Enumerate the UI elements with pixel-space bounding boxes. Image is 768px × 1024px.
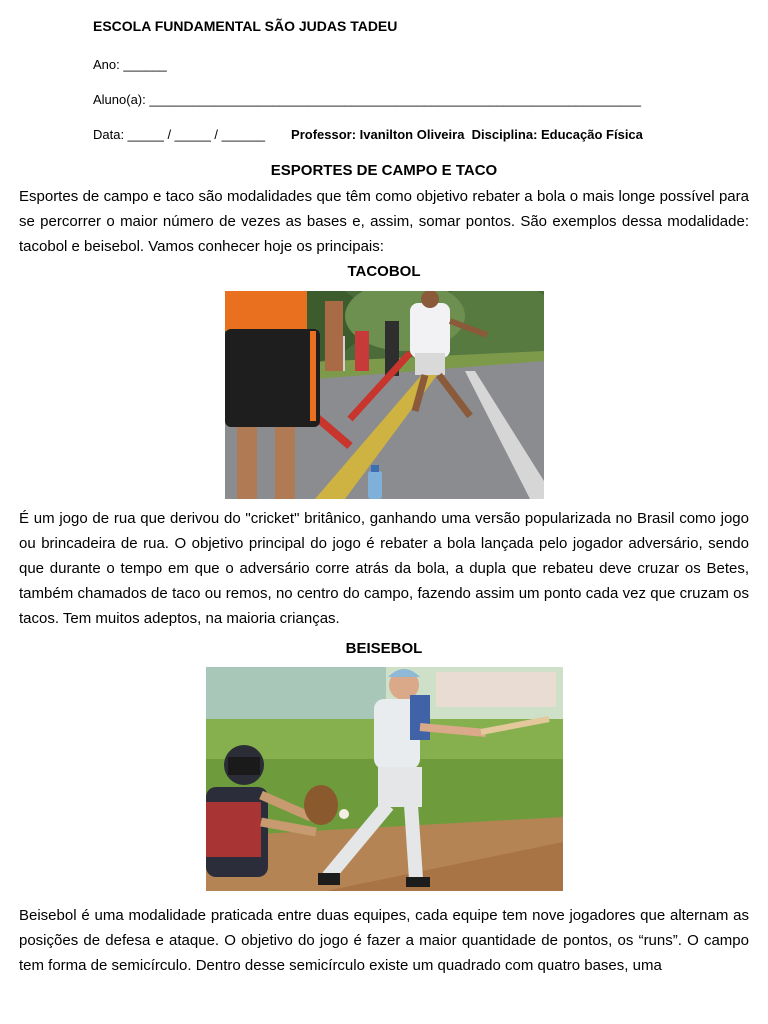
date-line xyxy=(93,127,643,142)
tacobol-paragraph: É um jogo de rua que derivou do "cricket" britânico, ganhando uma versão popularizada no Brasil como jogo ou brincadeira de rua. O objetivo principal do jogo é rebater a bola lançada pelo jogador adversário, sendo que durante o tempo em que o adversário corre atrás da bola, a dupla que rebateu deve cruzar os Betes, também chamados de taco ou remos, no centro do campo, fazendo assim um ponto cada vez que cruzam os tacos. Tem muitos adeptos, na maioria crianças. xyxy=(19,510,749,627)
page-title: ESPORTES DE CAMPO E TACO xyxy=(270,162,498,179)
intro-paragraph: Esportes de campo e taco são modalidades que têm como objetivo rebater a bola o mais longe possível para se percorrer o maior número de vezes as bases e, assim, somar pontos. São exemplos dessa modalidade: tacobol e beisebol. Vamos conhecer hoje os principais: xyxy=(19,188,749,255)
tacobol-heading: TACOBOL xyxy=(347,263,421,280)
tacobol-photo xyxy=(225,291,544,499)
school-name: ESCOLA FUNDAMENTAL SÃO JUDAS TADEU xyxy=(93,18,398,34)
beisebol-heading: BEISEBOL xyxy=(345,640,423,657)
date-field: Data: _____ / _____ / ______ xyxy=(93,127,266,142)
beisebol-paragraph: Beisebol é uma modalidade praticada entre duas equipes, cada equipe tem nove jogadores que alternam as posições de defesa e ataque. O objetivo do jogo é fazer a maior quantidade de pontos, os “runs”. O campo tem forma de semicírculo. Dentro desse semicírculo existe um quadrado com quatro bases, uma xyxy=(19,907,749,974)
student-field: Aluno(a): ____________________________________________________________________ xyxy=(93,92,641,107)
beisebol-photo xyxy=(206,667,563,891)
teacher-discipline: Professor: Ivanilton Oliveira Disciplina: Educação Física xyxy=(291,127,643,142)
year-field: Ano: ______ xyxy=(93,57,167,72)
